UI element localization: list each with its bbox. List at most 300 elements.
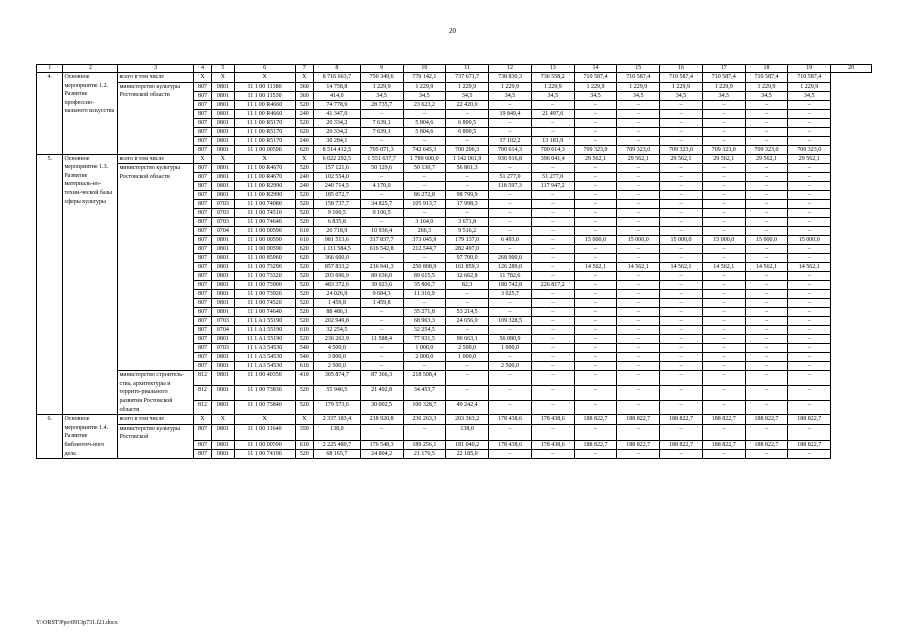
table-cell: 15 000,0 (574, 236, 617, 245)
table-cell: – (788, 118, 831, 127)
table-cell: 2 225 480,7 (313, 441, 360, 450)
table-cell: 0801 (212, 182, 234, 191)
table-cell: 3 025,7 (489, 290, 532, 299)
table-cell: – (702, 127, 745, 136)
table-cell: 709 323,0 (702, 145, 745, 154)
table-cell: 11 1 A3 54530 (234, 344, 295, 353)
table-cell: 15 000,0 (660, 236, 703, 245)
table-cell: X (193, 415, 211, 425)
table-cell: – (617, 254, 660, 263)
table-cell: 6 890,5 (446, 127, 489, 136)
table-cell: 11 1 00 74640 (234, 218, 295, 227)
table-cell: – (574, 400, 617, 415)
table-cell: 0801 (212, 441, 234, 450)
table-cell: – (574, 326, 617, 335)
table-cell: 414,0 (313, 91, 360, 100)
column-number: 15 (617, 65, 660, 73)
table-cell: 0801 (212, 191, 234, 200)
table-cell: 56 080,9 (489, 335, 532, 344)
table-cell: – (788, 127, 831, 136)
table-cell: – (745, 100, 788, 109)
table-cell: 51 277,0 (489, 173, 532, 182)
table-cell: 807 (193, 164, 211, 173)
table-cell: – (617, 344, 660, 353)
table-cell: – (660, 109, 703, 118)
table-cell: – (446, 182, 489, 191)
table-cell: 620 (295, 245, 313, 254)
table-cell: 202 949,8 (313, 317, 360, 326)
table-cell: 8 514 412,5 (313, 145, 360, 154)
table-cell: 22 420,0 (446, 100, 489, 109)
table-cell: – (617, 385, 660, 400)
table-cell: – (660, 200, 703, 209)
executor: всего в том числе (118, 73, 193, 83)
table-cell: 366 600,0 (313, 254, 360, 263)
table-cell: 0801 (212, 362, 234, 371)
table-cell: – (360, 254, 403, 263)
table-cell: – (617, 218, 660, 227)
table-cell: – (660, 245, 703, 254)
table-cell: 98 799,9 (446, 191, 489, 200)
table-cell: 0801 (212, 263, 234, 272)
table-cell: – (660, 164, 703, 173)
table-cell: – (617, 100, 660, 109)
table-cell: 34,5 (446, 91, 489, 100)
table-cell: 1 459,8 (360, 299, 403, 308)
table-cell: 100 328,7 (403, 400, 446, 415)
table-cell: – (788, 326, 831, 335)
table-cell: 520 (295, 218, 313, 227)
table-cell: 87 366,3 (360, 371, 403, 386)
table-cell: – (745, 308, 788, 317)
table-cell: 807 (193, 82, 211, 91)
table-cell: – (574, 317, 617, 326)
table-cell: – (574, 164, 617, 173)
table-cell: 1 229,9 (531, 82, 574, 91)
table-cell: – (446, 290, 489, 299)
table-cell: – (489, 450, 532, 459)
table-cell: 11 1 00 73840 (234, 400, 295, 415)
table-cell: 700 206,3 (446, 145, 489, 154)
table-cell: 188 822,7 (660, 441, 703, 450)
table-cell: – (745, 191, 788, 200)
table-cell: 22 185,0 (446, 450, 489, 459)
table-cell: 11 1 00 73830 (234, 385, 295, 400)
table-cell: – (660, 173, 703, 182)
table-cell: – (745, 109, 788, 118)
table-row (37, 73, 872, 83)
table-cell: 11 782,6 (489, 272, 532, 281)
table-cell: – (702, 400, 745, 415)
table-cell: 11 1 00 R2990 (234, 191, 295, 200)
table-cell: 305 874,7 (313, 371, 360, 386)
table-cell: 9 100,5 (313, 209, 360, 218)
table-cell: – (745, 299, 788, 308)
table-cell: 34,5 (788, 91, 831, 100)
table-cell: 34,5 (745, 91, 788, 100)
table-cell: – (702, 245, 745, 254)
table-cell: – (531, 236, 574, 245)
table-cell: 11 1 00 74080 (234, 200, 295, 209)
table-cell: 807 (193, 118, 211, 127)
measure-title: Основное мероприятие 1.2. Развитие профессио-нального искусства (63, 73, 118, 155)
table-cell: 807 (193, 326, 211, 335)
table-cell: – (660, 362, 703, 371)
table-cell: 11 1 00 00590 (234, 145, 295, 154)
table-cell: – (531, 353, 574, 362)
table-cell: 807 (193, 424, 211, 440)
table-row (37, 424, 872, 440)
table-cell: – (403, 362, 446, 371)
table-cell: – (531, 227, 574, 236)
budget-table (36, 64, 872, 459)
table-cell: X (212, 154, 234, 164)
table-cell: – (360, 136, 403, 145)
table-cell: 1 229,9 (617, 82, 660, 91)
executor: министерство строитель-ства, архитектуры и террито-риального развития Ростовской области (118, 371, 193, 415)
table-cell: – (489, 227, 532, 236)
table-cell: 520 (295, 209, 313, 218)
table-cell: 29 562,1 (660, 154, 703, 164)
table-row (37, 164, 872, 173)
table-cell: – (788, 335, 831, 344)
table-cell: – (702, 218, 745, 227)
table-cell: 180 742,8 (489, 281, 532, 290)
table-cell: – (489, 308, 532, 317)
table-cell: 520 (295, 299, 313, 308)
table-cell: – (531, 245, 574, 254)
table-cell: 14 562,1 (617, 263, 660, 272)
table-cell: – (660, 317, 703, 326)
table-cell: 90 663,1 (446, 335, 489, 344)
table-cell: 373 045,9 (403, 236, 446, 245)
table-cell: – (531, 317, 574, 326)
table-cell: 11 1 00 74510 (234, 209, 295, 218)
table-cell: 185 072,7 (313, 191, 360, 200)
executor: всего в том числе (118, 415, 193, 425)
table-cell: 14 562,1 (788, 263, 831, 272)
table-cell: – (745, 182, 788, 191)
table-cell: – (660, 254, 703, 263)
table-cell: 1 000,0 (446, 353, 489, 362)
file-path-footer: Y:\ORST\Ppo\0913p731.f21.docx (36, 620, 118, 626)
table-cell: – (531, 263, 574, 272)
table-cell: 807 (193, 100, 211, 109)
table-cell: 1 229,9 (360, 82, 403, 91)
table-cell: – (617, 173, 660, 182)
table-cell: 55 946,5 (313, 385, 360, 400)
table-cell: 178 438,6 (531, 441, 574, 450)
table-cell: 807 (193, 145, 211, 154)
table-cell: – (489, 299, 532, 308)
table-cell: – (574, 450, 617, 459)
executor: министерство культуры Ростовской области (118, 164, 193, 371)
table-cell: 11 1 00 73900 (234, 281, 295, 290)
table-cell: – (574, 353, 617, 362)
page-number: 20 (449, 27, 456, 35)
table-row (37, 82, 872, 91)
table-cell: 11 1 00 R4670 (234, 173, 295, 182)
table-cell: 520 (295, 191, 313, 200)
table-cell: – (574, 290, 617, 299)
table-cell: 5 804,6 (403, 127, 446, 136)
table-cell: 710 587,4 (617, 73, 660, 83)
table-cell: – (660, 344, 703, 353)
table-cell: 15 000,0 (617, 236, 660, 245)
table-cell: 709 323,0 (660, 145, 703, 154)
table-cell: – (617, 182, 660, 191)
table-cell: 700 614,3 (531, 145, 574, 154)
table-cell: 620 (295, 254, 313, 263)
table-cell: – (574, 385, 617, 400)
table-cell: 109 328,5 (489, 317, 532, 326)
table-cell: – (531, 191, 574, 200)
table-cell: 11 1 00 11530 (234, 91, 295, 100)
table-cell: 29 562,1 (702, 154, 745, 164)
table-cell: 710 587,4 (702, 73, 745, 83)
table-cell: – (446, 326, 489, 335)
table-cell: 138,0 (446, 424, 489, 440)
table-cell: 226 817,2 (531, 281, 574, 290)
table-cell: 32 254,5 (403, 326, 446, 335)
table-row (37, 371, 872, 386)
table-cell: 0801 (212, 127, 234, 136)
table-cell: 268 900,0 (489, 254, 532, 263)
table-cell: – (788, 424, 831, 440)
table-cell: 0703 (212, 344, 234, 353)
table-cell: – (531, 290, 574, 299)
table-cell: – (531, 371, 574, 386)
table-cell: 17 102,2 (489, 136, 532, 145)
table-cell: 188 822,7 (617, 441, 660, 450)
table-cell: 157 121,6 (313, 164, 360, 173)
table-cell: – (702, 290, 745, 299)
table-cell: – (788, 344, 831, 353)
table-cell: – (702, 227, 745, 236)
table-cell: – (489, 353, 532, 362)
table-cell: – (745, 173, 788, 182)
table-cell: 11 1 00 00590 (234, 441, 295, 450)
table-cell: 203 696,9 (313, 272, 360, 281)
table-cell: 126 289,0 (489, 263, 532, 272)
table-cell: – (617, 127, 660, 136)
table-cell: 0703 (212, 317, 234, 326)
table-cell: 118 597,3 (489, 182, 532, 191)
measure-title: Основное мероприятие 1.4. Развитие библиотеч-ного дела (63, 415, 118, 459)
table-cell: – (531, 326, 574, 335)
table-cell: 240 (295, 109, 313, 118)
table-cell: 2 337 183,4 (313, 415, 360, 425)
table-cell: 317 837,7 (360, 236, 403, 245)
table-cell: 1 229,9 (745, 82, 788, 91)
table-cell: – (745, 344, 788, 353)
table-cell: – (702, 281, 745, 290)
table-cell: 807 (193, 353, 211, 362)
table-cell: X (295, 415, 313, 425)
table-cell: 11 1 00 40350 (234, 371, 295, 386)
table-cell: 51 277,0 (531, 173, 574, 182)
table-cell: 857 833,2 (313, 263, 360, 272)
table-cell: 0801 (212, 385, 234, 400)
table-cell: – (788, 218, 831, 227)
table-cell: 11 1 00 11640 (234, 424, 295, 440)
table-cell: 540 (295, 353, 313, 362)
table-cell: 9 684,3 (360, 290, 403, 299)
table-cell: – (446, 136, 489, 145)
table-cell: – (788, 353, 831, 362)
table-cell: – (574, 281, 617, 290)
table-cell: – (702, 317, 745, 326)
table-cell: 138,0 (313, 424, 360, 440)
column-number: 18 (745, 65, 788, 73)
table-cell: 212 544,7 (403, 245, 446, 254)
table-cell: 710 587,4 (788, 73, 831, 83)
table-cell: – (617, 326, 660, 335)
table-cell: 520 (295, 450, 313, 459)
table-cell: 188 822,7 (702, 415, 745, 425)
table-cell: 20 334,2 (313, 127, 360, 136)
table-cell: – (617, 317, 660, 326)
table-cell: – (660, 281, 703, 290)
table-cell: – (660, 136, 703, 145)
table-cell: – (788, 371, 831, 386)
table-cell: 82,3 (446, 281, 489, 290)
table-cell: 74 778,9 (313, 100, 360, 109)
table-cell: 28 735,7 (360, 100, 403, 109)
table-cell: – (788, 272, 831, 281)
table-cell: – (489, 127, 532, 136)
table-cell: 2 000,0 (403, 353, 446, 362)
table-cell: 0801 (212, 236, 234, 245)
table-cell: – (745, 218, 788, 227)
table-cell: 520 (295, 317, 313, 326)
table-cell: – (574, 191, 617, 200)
table-cell: – (660, 100, 703, 109)
table-cell: – (702, 164, 745, 173)
table-cell: 102 554,0 (313, 173, 360, 182)
measure-title: Основное мероприятие 1.3. Развитие материаль-но-техни-ческой базы сферы культуры (63, 154, 118, 415)
table-cell: 11 1 00 R2990 (234, 182, 295, 191)
table-cell: – (617, 400, 660, 415)
table-cell: 0801 (212, 281, 234, 290)
table-cell: 710 587,4 (660, 73, 703, 83)
table-cell: – (788, 109, 831, 118)
column-number: 8 (313, 65, 360, 73)
table-cell: 360 (295, 91, 313, 100)
table-cell: 21 176,5 (403, 450, 446, 459)
table-cell: 203 363,2 (446, 415, 489, 425)
table-cell: – (702, 100, 745, 109)
table-cell: 11 1 00 00590 (234, 245, 295, 254)
table-cell: 30 284,1 (313, 136, 360, 145)
table-cell: 11 1 00 85960 (234, 254, 295, 263)
table-cell: 34,5 (574, 91, 617, 100)
table-cell: – (660, 209, 703, 218)
table-cell: – (574, 218, 617, 227)
table-cell: – (531, 218, 574, 227)
table-cell: 0801 (212, 100, 234, 109)
table-cell: 188 822,7 (574, 441, 617, 450)
table-cell: 89 615,5 (403, 272, 446, 281)
measure-number: 6. (37, 415, 63, 459)
table-cell: – (617, 353, 660, 362)
table-cell: 14 562,1 (745, 263, 788, 272)
table-cell: – (446, 362, 489, 371)
measure-number: 5. (37, 154, 63, 415)
column-number: 5 (212, 65, 234, 73)
table-cell: 7 639,1 (360, 127, 403, 136)
table-cell: 807 (193, 344, 211, 353)
table-cell: – (489, 424, 532, 440)
table-cell: 738 830,3 (489, 73, 532, 83)
table-cell: – (788, 245, 831, 254)
column-number: 4 (193, 65, 211, 73)
table-cell: – (788, 450, 831, 459)
table-cell: 13 181,9 (531, 136, 574, 145)
table-cell: 34,5 (489, 91, 532, 100)
table-cell: 610 (295, 441, 313, 450)
table-cell: 807 (193, 335, 211, 344)
table-cell: 360 (295, 82, 313, 91)
table-cell: – (745, 362, 788, 371)
table-cell: – (702, 450, 745, 459)
table-cell: – (660, 326, 703, 335)
table-cell: – (403, 173, 446, 182)
table-cell: – (531, 254, 574, 263)
column-number: 19 (788, 65, 831, 73)
table-cell: – (489, 371, 532, 386)
table-cell: 24 804,2 (360, 450, 403, 459)
table-cell: – (702, 272, 745, 281)
table-cell: 0801 (212, 335, 234, 344)
table-cell: – (617, 191, 660, 200)
table-cell: – (617, 335, 660, 344)
table-cell: 11 1 00 R4670 (234, 164, 295, 173)
table-cell: 710 587,4 (574, 73, 617, 83)
executor: министерство культуры Ростовской (118, 424, 193, 458)
table-cell: – (574, 335, 617, 344)
table-cell: – (531, 127, 574, 136)
table-cell: – (446, 209, 489, 218)
table-cell: 158 737,7 (313, 200, 360, 209)
table-cell: – (531, 308, 574, 317)
table-cell: – (660, 450, 703, 459)
table-cell: – (617, 308, 660, 317)
table-cell: 709 323,0 (745, 145, 788, 154)
table-cell: 807 (193, 254, 211, 263)
table-cell: 50 129,6 (360, 164, 403, 173)
table-cell: 29 562,1 (788, 154, 831, 164)
table-cell: 10 936,4 (360, 227, 403, 236)
table-cell: X (295, 154, 313, 164)
table-cell: – (489, 218, 532, 227)
table-cell: – (360, 424, 403, 440)
table-cell: – (788, 400, 831, 415)
table-cell: 240 714,5 (313, 182, 360, 191)
table-cell: 11 1 A1 55190 (234, 326, 295, 335)
table-cell: – (446, 173, 489, 182)
table-cell: 97 700,0 (446, 254, 489, 263)
table-cell: 6 890,5 (446, 118, 489, 127)
table-cell: 520 (295, 164, 313, 173)
column-number: 14 (574, 65, 617, 73)
table-cell: 250 808,9 (403, 263, 446, 272)
table-cell: 19 849,4 (489, 109, 532, 118)
table-cell: 34 453,7 (403, 385, 446, 400)
table-cell: 812 (193, 400, 211, 415)
table-cell: 710 587,4 (745, 73, 788, 83)
table-cell: 0801 (212, 290, 234, 299)
